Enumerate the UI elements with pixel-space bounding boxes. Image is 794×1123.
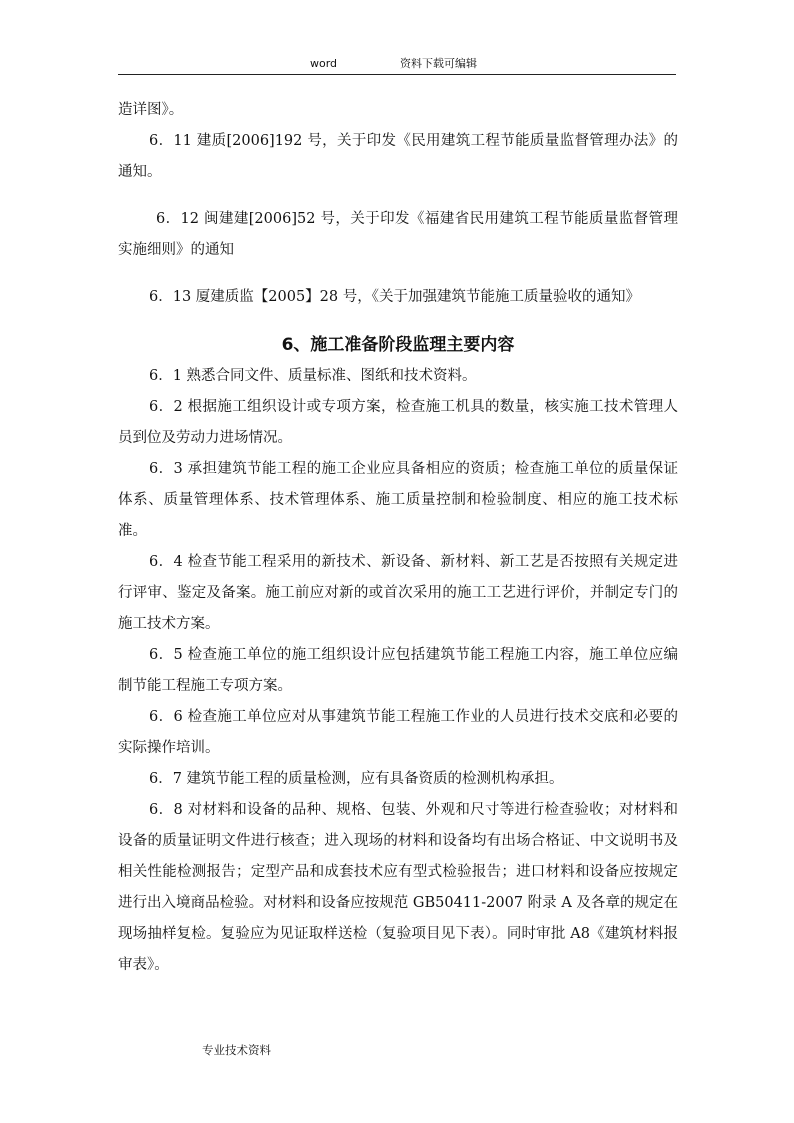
paragraph-6-13: 6．13 厦建质监【2005】28 号，《关于加强建筑节能施工质量验收的通知》 (149, 289, 640, 305)
page-header (118, 56, 676, 75)
section-item-6-8: 6．8 对材料和设备的品种、规格、包装、外观和尺寸等进行检查验收；对材料和设备的质量证明文件进行核查；进入现场的材料和设备均有出场合格证、中文说明书及相关性能检测报告；定型产品和成套技术应有型式检验报告；进口材料和设备应按规定进行出入境商品检验。对材料和设备应按规范 GB50411-2007 附录 A 及各章的规定在现场抽样复检。复验应为见证取样送检（复验项目见下表）。同时审批 A8《建筑材料报审表》。 (118, 802, 678, 973)
section-item-6-6: 6．6 检查施工单位应对从事建筑节能工程施工作业的人员进行技术交底和必要的实际操作培训。 (118, 709, 678, 756)
section-item-6-4: 6．4 检查节能工程采用的新技术、新设备、新材料、新工艺是否按照有关规定进行评审、鉴定及备案。施工前应对新的或首次采用的施工工艺进行评价，并制定专门的施工技术方案。 (118, 554, 678, 632)
document-body (118, 95, 678, 981)
section-item-6-1: 6．1 熟悉合同文件、质量标准、图纸和技术资料。 (149, 368, 477, 384)
header-left-text: word (310, 57, 338, 70)
section-item-6-3: 6．3 承担建筑节能工程的施工企业应具备相应的资质；检查施工单位的质量保证体系、质量管理体系、技术管理体系、施工质量控制和检验制度、相应的施工技术标准。 (118, 461, 678, 539)
paragraph-continuation: 造详图》。 (118, 102, 184, 118)
paragraph-6-12: 6．12 闽建建[2006]52 号，关于印发《福建省民用建筑工程节能质量监督管理实施细则》的通知 (118, 211, 678, 258)
section-item-6-5: 6．5 检查施工单位的施工组织设计应包括建筑节能工程施工内容，施工单位应编制节能工程施工专项方案。 (118, 647, 678, 694)
section-item-6-7: 6．7 建筑节能工程的质量检测，应有具备资质的检测机构承担。 (149, 771, 564, 787)
paragraph-6-11: 6．11 建质[2006]192 号，关于印发《民用建筑工程节能质量监督管理办法》的通知。 (118, 133, 678, 180)
header-right-text: 资料下载可编辑 (400, 57, 477, 70)
section-title: 6、施工准备阶段监理主要内容 (281, 335, 515, 355)
page-footer: 专业技术资料 (202, 1043, 271, 1057)
section-item-6-2: 6．2 根据施工组织设计或专项方案，检查施工机具的数量，核实施工技术管理人员到位及劳动力进场情况。 (118, 399, 678, 446)
